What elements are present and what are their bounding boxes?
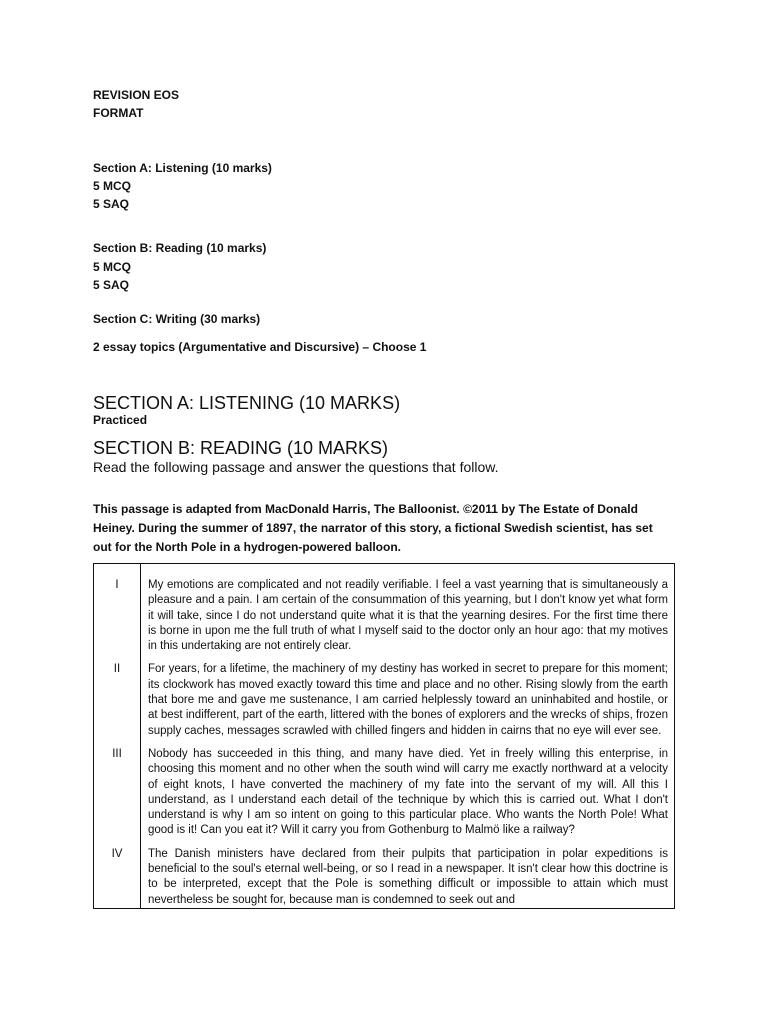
paragraph-number: IV — [94, 842, 141, 909]
section-a-heading: SECTION A: LISTENING (10 MARKS) — [93, 393, 401, 413]
paragraph-text: For years, for a lifetime, the machinery of my destiny has worked in secret to prepare for this moment; its clockwork has moved exactly toward this time and place and no other. Rising slowly from the earth that bore me and gave me sustenance, I am carried helplessly toward an uninhabited and hostile, or at best indifferent, part of the earth, littered with the bones of explorers and the wrecks of ships, frozen supply caches, messages scrawled with chilled fingers and hidden in cairns that no eye will ever see. — [141, 657, 675, 741]
format-section-a-item: 5 SAQ — [93, 197, 130, 211]
passage-row — [94, 657, 675, 741]
format-section-a-title: Section A: Listening (10 marks) — [93, 161, 272, 175]
paragraph-text: My emotions are complicated and not readily verifiable. I feel a vast yearning that is simultaneously a pleasure and a pain. I am certain of the consummation of this yearning, but I don't know yet what form it will take, since I do not understand quite what it is that the yearning desires. For the first time there is borne in upon me the full truth of what I myself said to the doctor only an hour ago: that my motives in this undertaking are not entirely clear. — [141, 564, 675, 658]
paragraph-number: III — [94, 742, 141, 842]
passage-row — [94, 842, 675, 909]
format-section-b-item: 5 MCQ — [93, 260, 132, 274]
section-a-note: Practiced — [93, 413, 148, 427]
header-title: REVISION EOS — [93, 88, 180, 102]
paragraph-number: II — [94, 657, 141, 741]
paragraph-number: I — [94, 564, 141, 658]
format-section-a-item: 5 MCQ — [93, 179, 132, 193]
passage-table — [93, 563, 675, 909]
passage-row — [94, 742, 675, 842]
section-b-heading: SECTION B: READING (10 MARKS) — [93, 438, 389, 458]
header-subtitle: FORMAT — [93, 106, 144, 120]
format-section-c-item: 2 essay topics (Argumentative and Discursive) – Choose 1 — [93, 340, 427, 354]
paragraph-text: The Danish ministers have declared from their pulpits that participation in polar expeditions is beneficial to the soul's eternal well-being, or so I read in a newspaper. It isn't clear how this doctrine is to be interpreted, except that the Pole is something difficult or impossible to attain which must nevertheless be sought for, because man is condemned to seek out and — [141, 842, 675, 909]
section-b-instruction: Read the following passage and answer the questions that follow. — [93, 459, 499, 475]
paragraph-text: Nobody has succeeded in this thing, and many have died. Yet in freely willing this enterprise, in choosing this moment and no other when the south wind will carry me exactly northward at a velocity of eight knots, I have converted the machinery of my fate into the servant of my will. All this I understand, as I understand each detail of the technique by which this is carried out. What I don't understand is why I am so intent on going to this particular place. Who wants the North Pole! What good is it! Can you eat it? Will it carry you from Gothenburg to Malmö like a railway? — [141, 742, 675, 842]
format-section-b-title: Section B: Reading (10 marks) — [93, 241, 267, 255]
passage-row — [94, 564, 675, 658]
passage-intro: This passage is adapted from MacDonald Harris, The Balloonist. ©2011 by The Estate of Donald Heiney. During the summer of 1897, the narrator of this story, a fictional Swedish scientist, has set out for the North Pole in a hydrogen-powered balloon. — [93, 502, 653, 554]
format-section-b-item: 5 SAQ — [93, 278, 130, 292]
format-section-c-title: Section C: Writing (30 marks) — [93, 312, 261, 326]
